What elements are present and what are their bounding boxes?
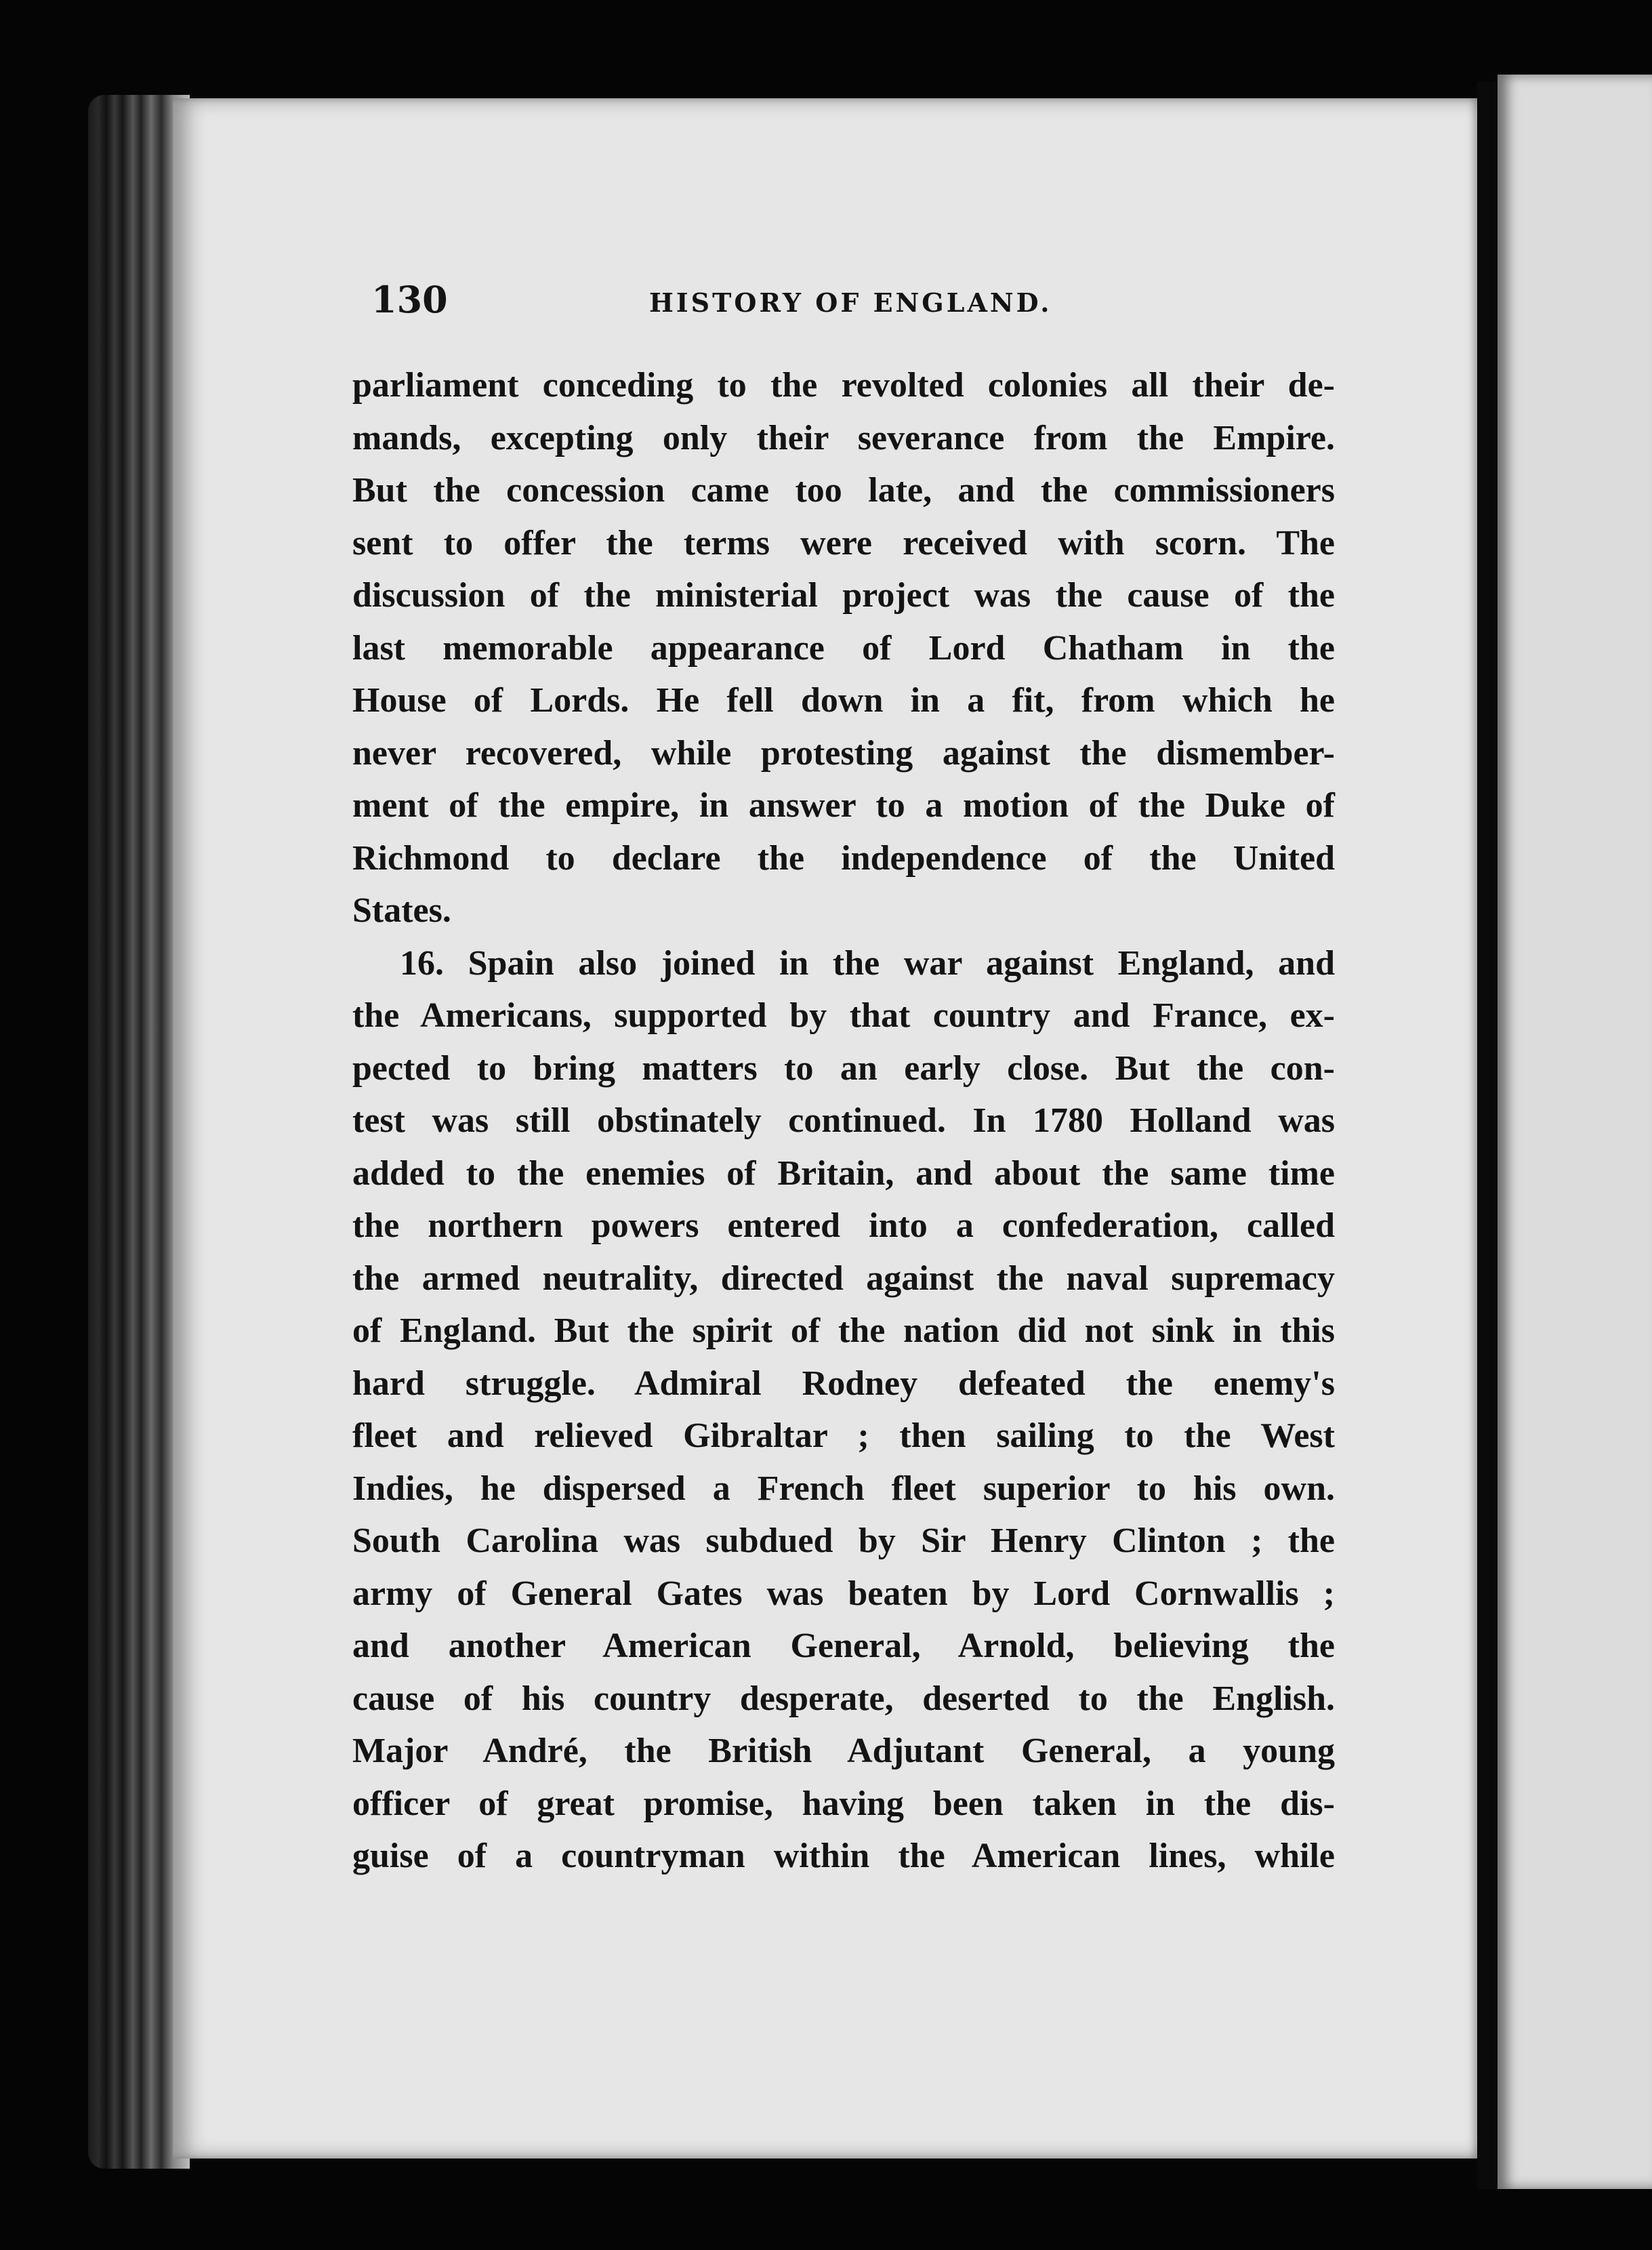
text-line: mands, excepting only their severance from the Empire. (352, 418, 1335, 457)
text-line: pected to bring matters to an early close. But the con- (352, 1048, 1335, 1088)
text-line: army of General Gates was beaten by Lord Cornwallis ; (352, 1574, 1335, 1613)
text-line: fleet and relieved Gibraltar ; then sailing to the West (352, 1416, 1335, 1455)
text-line: ment of the empire, in answer to a motion of the Duke of (352, 786, 1335, 825)
text-line: of England. But the spirit of the nation did not sink in this (352, 1311, 1335, 1350)
text-line: never recovered, while protesting against the dismember- (352, 733, 1335, 773)
page-number: 130 (371, 278, 448, 321)
text-line: hard struggle. Admiral Rodney defeated the enemy's (352, 1364, 1335, 1403)
page-header (371, 278, 1334, 332)
text-line: But the concession came too late, and the commissioners (352, 471, 1335, 510)
text-line: States. (352, 891, 451, 930)
text-line: Indies, he dispersed a French fleet superior to his own. (352, 1469, 1335, 1508)
text-line: officer of great promise, having been taken in the dis- (352, 1784, 1335, 1823)
text-line: test was still obstinately continued. In 1780 Holland was (352, 1101, 1335, 1140)
facing-page-edge (1498, 75, 1652, 2189)
paragraph-start-line: 16. Spain also joined in the war against England, and (400, 943, 1335, 983)
text-line: South Carolina was subdued by Sir Henry Clinton ; the (352, 1521, 1335, 1560)
text-line: Richmond to declare the independence of the United (352, 838, 1335, 878)
body-text (352, 359, 1335, 1883)
running-title: HISTORY OF ENGLAND. (649, 287, 1052, 318)
text-line: the northern powers entered into a confederation, called (352, 1206, 1335, 1245)
text-line: last memorable appearance of Lord Chatham in the (352, 628, 1335, 668)
text-line: and another American General, Arnold, believing the (352, 1627, 1335, 1665)
text-line: House of Lords. He fell down in a fit, from which he (352, 681, 1335, 720)
text-line: Major André, the British Adjutant General, a young (352, 1732, 1335, 1770)
text-line: sent to offer the terms were received with scorn. The (352, 523, 1335, 562)
text-line: the Americans, supported by that country and France, ex- (352, 996, 1335, 1035)
text-line: discussion of the ministerial project was the cause of the (352, 576, 1335, 615)
text-line: guise of a countryman within the American lines, while (352, 1837, 1335, 1875)
text-line: added to the enemies of Britain, and about the same time (352, 1153, 1335, 1193)
text-line: cause of his country desperate, deserted to the English. (352, 1679, 1335, 1718)
text-line: the armed neutrality, directed against the naval supremacy (352, 1259, 1335, 1298)
text-line: parliament conceding to the revolted colonies all their de- (352, 366, 1335, 405)
